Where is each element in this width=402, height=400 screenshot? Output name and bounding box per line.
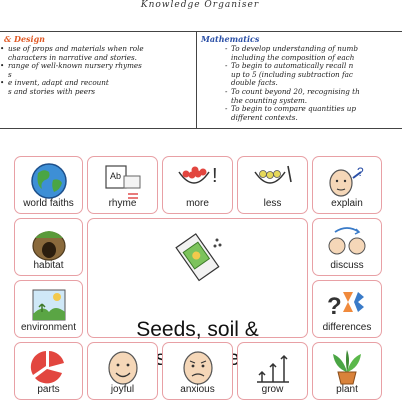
card-less[interactable] <box>237 156 308 214</box>
curriculum-table <box>0 31 402 129</box>
card-label: more <box>186 198 209 209</box>
document-title: Knowledge Organiser <box>140 0 260 10</box>
design-line: s <box>8 69 12 79</box>
card-joyful[interactable] <box>87 342 158 400</box>
joyful-face-icon <box>103 348 143 386</box>
card-label: joyful <box>110 384 135 395</box>
card-label: plant <box>336 384 358 395</box>
maths-line: - To begin to automatically recall n <box>223 62 402 71</box>
design-heading: & Design <box>4 34 45 44</box>
grow-icon <box>253 348 293 386</box>
design-line: characters in narrative and stories. <box>8 52 137 62</box>
card-label: world faiths <box>23 198 74 209</box>
card-explain[interactable] <box>312 156 382 214</box>
seed-packet-icon <box>171 231 225 285</box>
design-line: • range of well-known nursery rhymes <box>0 62 196 71</box>
card-rhyme[interactable] <box>87 156 158 214</box>
card-discuss[interactable] <box>312 218 382 276</box>
maths-line: including the composition of each <box>231 52 355 62</box>
anxious-face-icon <box>178 348 218 386</box>
card-label: environment <box>20 322 77 333</box>
card-differences[interactable] <box>312 280 382 338</box>
environment-icon <box>29 286 69 324</box>
card-plant[interactable] <box>312 342 382 400</box>
card-label: parts <box>37 384 60 395</box>
maths-line: - To develop understanding of numb <box>223 45 402 54</box>
card-environment[interactable] <box>14 280 83 338</box>
card-world-faiths[interactable] <box>14 156 83 214</box>
topic-card <box>87 218 308 341</box>
design-column <box>0 32 197 128</box>
mathematics-heading: Mathematics <box>201 34 260 44</box>
mathematics-column <box>197 32 402 128</box>
globe-icon <box>29 162 69 200</box>
card-label: rhyme <box>108 198 137 209</box>
design-line: • e invent, adapt and recount <box>0 79 196 88</box>
maths-line: the counting system. <box>231 95 308 105</box>
maths-line: double facts. <box>231 78 278 88</box>
card-grow[interactable] <box>237 342 308 400</box>
card-anxious[interactable] <box>162 342 233 400</box>
maths-line: up to 5 (including subtraction fac <box>231 69 353 79</box>
topic-title-line: Seeds, soil & <box>136 318 259 341</box>
design-line: • use of props and materials when role <box>0 45 196 54</box>
maths-line: - To begin to compare quantities up <box>223 105 402 114</box>
maths-line: - To count beyond 20, recognising th <box>223 88 402 97</box>
card-habitat[interactable] <box>14 218 83 276</box>
rhyme-letters: Ab <box>109 171 121 181</box>
card-more[interactable] <box>162 156 233 214</box>
explain-mark: ? <box>357 165 364 179</box>
card-label: explain <box>331 198 363 209</box>
card-label: habitat <box>33 260 64 271</box>
differences-mark: ? <box>327 293 342 320</box>
card-label: grow <box>261 384 284 395</box>
parts-icon <box>29 348 69 386</box>
card-label: differences <box>322 322 372 333</box>
card-parts[interactable] <box>14 342 83 400</box>
differences-icon <box>325 286 369 324</box>
more-mark: ! <box>211 165 218 187</box>
card-label: anxious <box>180 384 215 395</box>
maths-line: different contexts. <box>231 112 298 122</box>
design-line: s and stories with peers <box>8 86 96 96</box>
plant-pot-icon <box>327 348 367 386</box>
explain-icon <box>325 162 369 200</box>
more-icon <box>175 162 221 196</box>
discuss-icon <box>325 224 369 262</box>
less-icon <box>251 162 295 196</box>
card-label: discuss <box>330 260 364 271</box>
card-label: less <box>263 198 282 209</box>
habitat-icon <box>29 224 69 262</box>
rhyme-icon <box>103 162 143 200</box>
